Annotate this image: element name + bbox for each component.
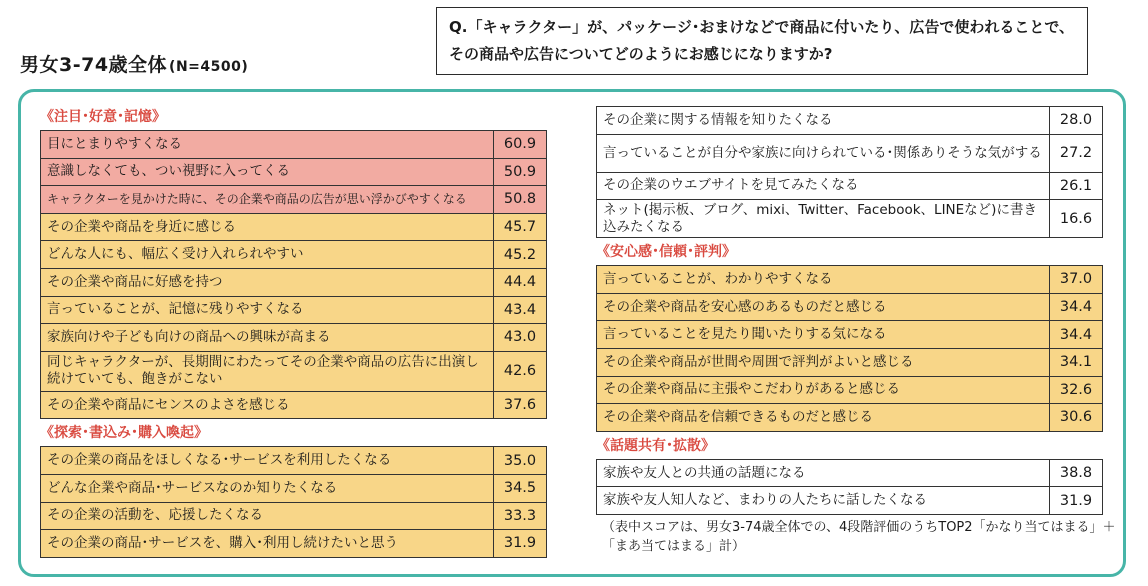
row-label: 同じキャラクターが、長期間にわたってその企業や商品の広告に出演し続けていても、飽きがこない — [41, 352, 494, 391]
table-row — [596, 134, 1103, 173]
row-value: 44.4 — [503, 274, 537, 291]
row-value: 34.4 — [1059, 326, 1093, 343]
row-value: 35.0 — [503, 452, 537, 469]
row-label: 言っていることを見たり聞いたりする気になる — [597, 321, 1050, 348]
table-row — [596, 265, 1103, 294]
row-value: 60.9 — [503, 136, 537, 153]
row-label: その企業や商品を身近に感じる — [41, 214, 494, 241]
row-label: 家族向けや子ども向けの商品への興味が高まる — [41, 324, 494, 351]
row-value: 38.8 — [1059, 465, 1093, 482]
row-label: その企業のウエブサイトを見てみたくなる — [597, 173, 1050, 200]
table-row — [40, 351, 547, 392]
row-label: その企業や商品に主張やこだわりがあると感じる — [597, 377, 1050, 404]
table-row — [40, 130, 547, 159]
row-value: 34.4 — [1059, 299, 1093, 316]
row-value: 43.4 — [503, 301, 537, 318]
row-label: 意識しなくても、つい視野に入ってくる — [41, 159, 494, 186]
row-value: 26.1 — [1059, 177, 1093, 194]
table-row — [40, 529, 547, 558]
row-value: 37.0 — [1059, 271, 1093, 288]
title-n: (N=4500) — [169, 59, 249, 75]
row-value: 50.9 — [503, 163, 537, 180]
table-row — [40, 502, 547, 531]
row-label: その企業や商品が世間や周囲で評判がよいと感じる — [597, 349, 1050, 376]
row-label: その企業の活動を、応援したくなる — [41, 503, 494, 530]
row-label: 家族や友人との共通の話題になる — [597, 460, 1050, 487]
row-value: 16.6 — [1059, 210, 1093, 227]
results-panel — [18, 89, 1126, 577]
row-label: 言っていることが、記憶に残りやすくなる — [41, 297, 494, 324]
table-row — [40, 268, 547, 297]
row-value: 42.6 — [503, 363, 537, 380]
table-row — [596, 172, 1103, 201]
table-row — [596, 293, 1103, 322]
table-row — [596, 199, 1103, 238]
row-value: 43.0 — [503, 329, 537, 346]
row-value: 50.8 — [503, 191, 537, 208]
table-row — [596, 459, 1103, 488]
table-row — [40, 474, 547, 503]
table-row — [40, 158, 547, 187]
row-label: ネット(掲示板、ブログ、mixi、Twitter、Facebook、LINEなど)に書き込みたくなる — [597, 200, 1050, 237]
row-label: 言っていることが自分や家族に向けられている･関係ありそうな気がする — [597, 135, 1050, 172]
row-value: 45.2 — [503, 246, 537, 263]
table-row — [40, 391, 547, 420]
row-label: どんな企業や商品･サービスなのか知りたくなる — [41, 475, 494, 502]
row-label: その企業や商品を安心感のあるものだと感じる — [597, 294, 1050, 321]
table-row — [596, 106, 1103, 135]
table-row — [596, 376, 1103, 405]
section-label-explore: 《探索･書込み･購入喚起》 — [40, 425, 208, 442]
table-row — [40, 296, 547, 325]
section-label-trust: 《安心感･信頼･評判》 — [596, 244, 736, 261]
row-value: 27.2 — [1059, 145, 1093, 162]
row-label: 家族や友人知人など、まわりの人たちに話したくなる — [597, 487, 1050, 514]
row-label: その企業や商品に好感を持つ — [41, 269, 494, 296]
chart-title — [20, 50, 248, 77]
row-label: 言っていることが、わかりやすくなる — [597, 266, 1050, 293]
row-value: 33.3 — [503, 507, 537, 524]
table-row — [40, 240, 547, 269]
row-value: 45.7 — [503, 219, 537, 236]
row-label: どんな人にも、幅広く受け入れられやすい — [41, 241, 494, 268]
section-label-share: 《話題共有･拡散》 — [596, 437, 715, 454]
row-value: 37.6 — [503, 397, 537, 414]
row-value: 31.9 — [503, 535, 537, 552]
table-row — [596, 320, 1103, 349]
title-main: 男女3-74歳全体 — [20, 54, 168, 76]
row-value: 28.0 — [1059, 112, 1093, 129]
table-row — [40, 446, 547, 475]
row-label: その企業に関する情報を知りたくなる — [597, 107, 1050, 134]
table-row — [40, 213, 547, 242]
table-row — [40, 323, 547, 352]
row-label: その企業の商品をほしくなる･サービスを利用したくなる — [41, 447, 494, 474]
row-value: 32.6 — [1059, 381, 1093, 398]
row-label: その企業の商品･サービスを、購入･利用し続けたいと思う — [41, 530, 494, 557]
row-label: 目にとまりやすくなる — [41, 131, 494, 158]
section-label-attention: 《注目･好意･記憶》 — [40, 109, 166, 125]
row-label: キャラクターを見かけた時に、その企業や商品の広告が思い浮かびやすくなる — [41, 186, 494, 213]
table-row — [596, 348, 1103, 377]
row-value: 34.5 — [503, 480, 537, 497]
footnote: （表中スコアは、男女3-74歳全体での、4段階評価のうちTOP2「かなり当てはまる」＋「まあ当てはまる」計） — [602, 520, 1116, 554]
row-value: 30.6 — [1059, 409, 1093, 426]
table-row — [40, 185, 547, 214]
table-row — [596, 486, 1103, 515]
table-row — [596, 403, 1103, 432]
row-label: その企業や商品を信頼できるものだと感じる — [597, 404, 1050, 431]
row-value: 34.1 — [1059, 354, 1093, 371]
row-label: その企業や商品にセンスのよさを感じる — [41, 392, 494, 419]
row-value: 31.9 — [1059, 492, 1093, 509]
question-box: Q.「キャラクター」が、パッケージ･おまけなどで商品に付いたり、広告で使われることで、その商品や広告についてどのようにお感じになりますか? — [436, 7, 1088, 75]
